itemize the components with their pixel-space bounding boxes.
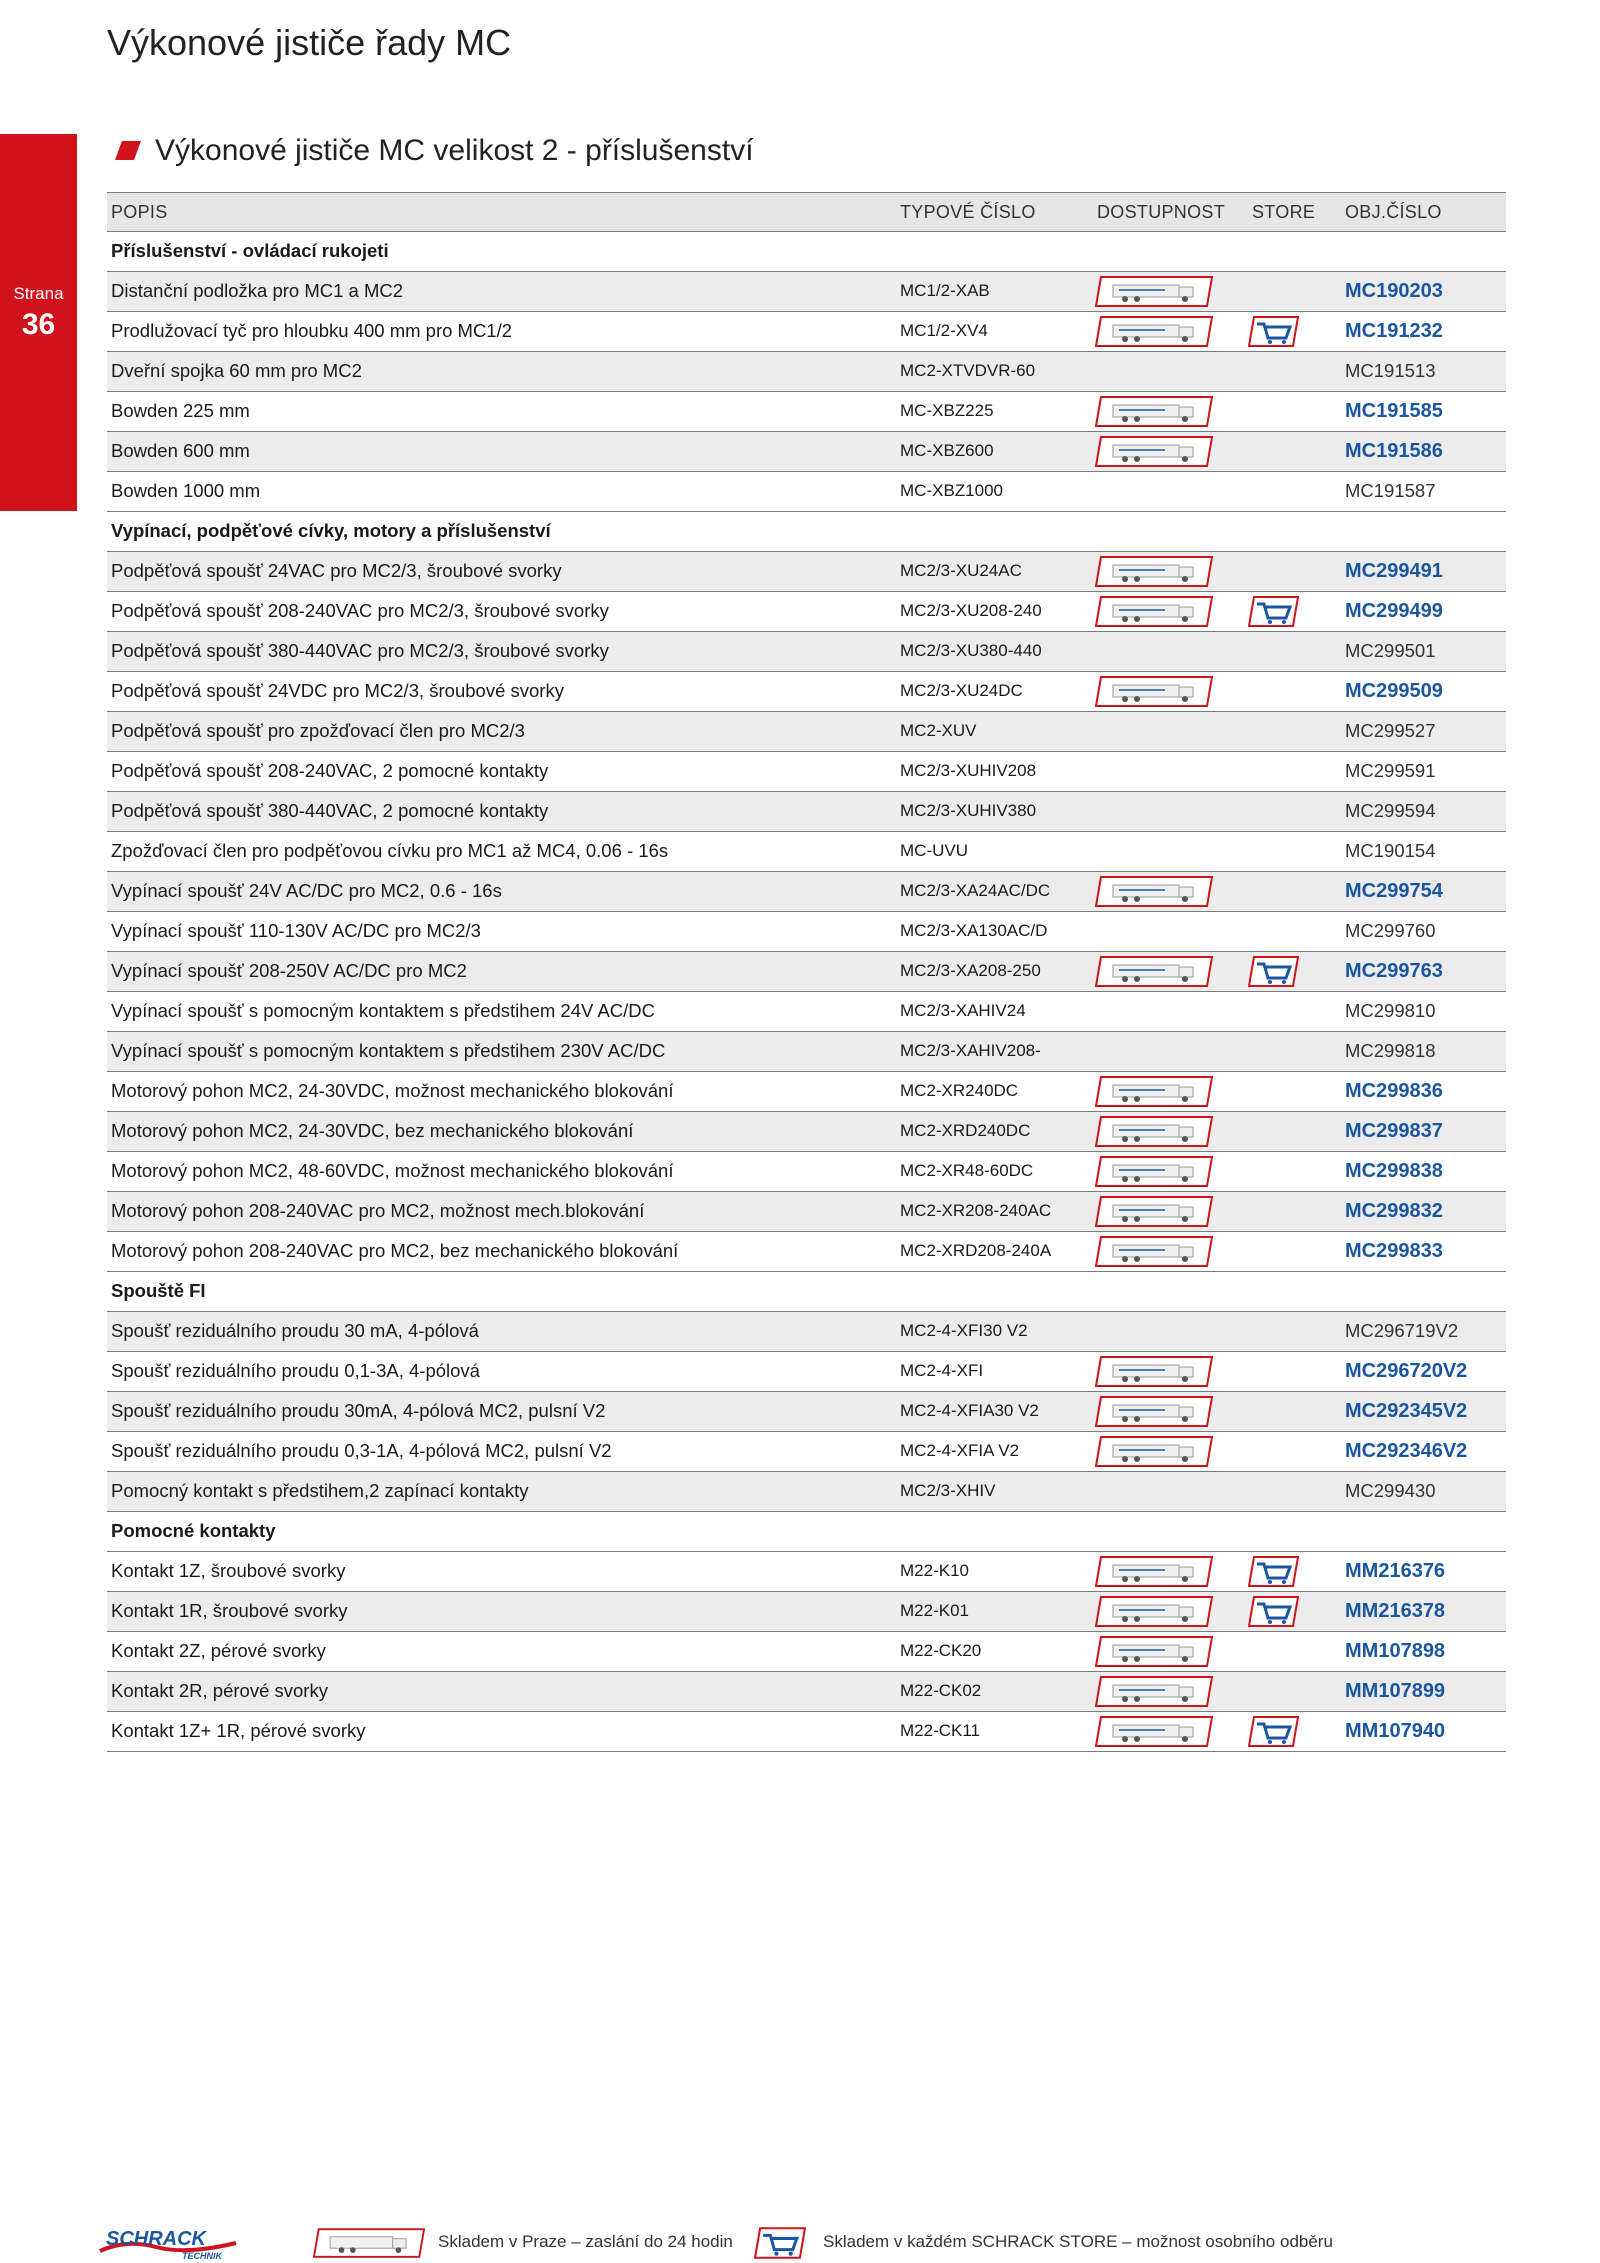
table-row: [107, 1392, 1506, 1432]
item-description: Motorový pohon 208-240VAC pro MC2, možnost mech.blokování: [111, 1200, 645, 1221]
truck-icon: [1095, 596, 1213, 627]
item-order-number: MC299430: [1345, 1480, 1436, 1501]
item-type-number: MC2-XR240DC: [900, 1081, 1019, 1100]
item-description: Bowden 600 mm: [111, 440, 250, 461]
table-row: [107, 912, 1506, 952]
truck-icon: [313, 2226, 425, 2260]
item-order-number: MC299527: [1345, 720, 1436, 741]
item-order-number[interactable]: MC292345V2: [1345, 1400, 1468, 1422]
header-store: STORE: [1252, 202, 1316, 222]
truck-icon: [1095, 276, 1213, 307]
item-type-number: MC1/2-XAB: [900, 281, 990, 300]
item-order-number: MC299760: [1345, 920, 1436, 941]
truck-icon: [1095, 1556, 1213, 1587]
cart-icon: [1248, 316, 1299, 347]
item-order-number[interactable]: MC299833: [1345, 1240, 1443, 1262]
truck-icon: [1095, 396, 1213, 427]
truck-icon: [1095, 436, 1213, 467]
logo-subtext: TECHNIK: [182, 2251, 222, 2261]
item-type-number: MC2/3-XA130AC/D: [900, 921, 1048, 940]
logo-text: SCHRACK: [106, 2228, 206, 2250]
item-order-number[interactable]: MC299837: [1345, 1120, 1443, 1142]
item-order-number: MC190154: [1345, 840, 1436, 861]
item-description: Spoušť reziduálního proudu 30mA, 4-pólová MC2, pulsní V2: [111, 1400, 606, 1421]
table-row: [107, 392, 1506, 432]
side-tab-label: Strana: [13, 284, 64, 303]
item-type-number: MC2-4-XFI30 V2: [900, 1321, 1028, 1340]
cart-icon: [1248, 596, 1299, 627]
product-table: [107, 192, 1506, 1752]
cart-icon: [1248, 956, 1299, 987]
item-type-number: MC-XBZ1000: [900, 481, 1003, 500]
item-description: Bowden 1000 mm: [111, 480, 261, 501]
table-row: [107, 1592, 1506, 1632]
category-row: [107, 232, 1506, 272]
item-description: Motorový pohon MC2, 48-60VDC, možnost mechanického blokování: [111, 1160, 674, 1181]
table-row: [107, 1352, 1506, 1392]
table-row: [107, 352, 1506, 392]
item-type-number: MC2-4-XFI: [900, 1361, 984, 1380]
item-order-number[interactable]: MC299509: [1345, 680, 1443, 702]
truck-icon: [1095, 1236, 1213, 1267]
item-description: Podpěťová spoušť 24VDC pro MC2/3, šroubové svorky: [111, 680, 564, 701]
cart-icon: [754, 2226, 806, 2260]
category-title: Vypínací, podpěťové cívky, motory a příslušenství: [111, 520, 551, 541]
item-type-number: MC2/3-XU380-440: [900, 641, 1042, 660]
item-description: Podpěťová spoušť 380-440VAC pro MC2/3, šroubové svorky: [111, 640, 609, 661]
item-order-number[interactable]: MM216376: [1345, 1560, 1446, 1582]
item-type-number: M22-CK11: [900, 1721, 980, 1740]
item-description: Dveřní spojka 60 mm pro MC2: [111, 360, 362, 381]
table-row: [107, 632, 1506, 672]
item-description: Kontakt 2R, pérové svorky: [111, 1680, 328, 1701]
truck-icon: [1095, 1636, 1213, 1667]
item-type-number: MC2/3-XUHIV208: [900, 761, 1037, 780]
truck-icon: [1095, 1716, 1213, 1747]
table-header: [107, 192, 1506, 232]
item-description: Motorový pohon MC2, 24-30VDC, možnost mechanického blokování: [111, 1080, 674, 1101]
item-type-number: MC2/3-XAHIV208-: [900, 1041, 1041, 1060]
item-type-number: MC2/3-XA208-250: [900, 961, 1041, 980]
item-description: Bowden 225 mm: [111, 400, 250, 421]
item-type-number: MC2-XUV: [900, 721, 977, 740]
item-description: Vypínací spoušť 110-130V AC/DC pro MC2/3: [111, 920, 481, 941]
table-row: [107, 832, 1506, 872]
section-title-text: Výkonové jističe MC velikost 2 - příslušenství: [155, 134, 754, 167]
item-description: Vypínací spoušť 208-250V AC/DC pro MC2: [111, 960, 467, 981]
cart-icon: [1248, 1716, 1299, 1747]
item-description: Zpožďovací člen pro podpěťovou cívku pro MC1 až MC4, 0.06 - 16s: [111, 840, 669, 861]
item-order-number[interactable]: MC191232: [1345, 320, 1443, 342]
table-row: [107, 472, 1506, 512]
truck-icon: [1095, 1396, 1213, 1427]
item-type-number: MC-XBZ225: [900, 401, 994, 420]
item-type-number: MC2-XR208-240AC: [900, 1201, 1052, 1220]
item-type-number: M22-CK20: [900, 1641, 982, 1660]
item-type-number: MC1/2-XV4: [900, 321, 988, 340]
item-order-number[interactable]: MC299491: [1345, 560, 1443, 582]
item-order-number: MC299818: [1345, 1040, 1436, 1061]
truck-icon: [1095, 1356, 1213, 1387]
schrack-logo: [96, 2225, 242, 2263]
table-row: [107, 1472, 1506, 1512]
section-title: [115, 134, 754, 168]
item-order-number[interactable]: MM216378: [1345, 1600, 1446, 1622]
table-row: [107, 712, 1506, 752]
item-description: Kontakt 1Z, šroubové svorky: [111, 1560, 346, 1581]
item-order-number[interactable]: MC299832: [1345, 1200, 1443, 1222]
table-row: [107, 1032, 1506, 1072]
item-description: Spoušť reziduálního proudu 0,1-3A, 4-pólová: [111, 1360, 480, 1381]
header-avail: DOSTUPNOST: [1097, 202, 1226, 222]
truck-icon: [1095, 1436, 1213, 1467]
truck-icon: [1095, 1676, 1213, 1707]
page-number: 36: [21, 308, 56, 341]
table-row: [107, 1432, 1506, 1472]
truck-icon: [1095, 1116, 1213, 1147]
item-description: Podpěťová spoušť 208-240VAC, 2 pomocné kontakty: [111, 760, 549, 781]
item-order-number[interactable]: MC191586: [1345, 440, 1443, 462]
item-order-number[interactable]: MC292346V2: [1345, 1440, 1468, 1462]
category-title: Spouště FI: [111, 1280, 206, 1301]
truck-icon: [1095, 876, 1213, 907]
item-type-number: MC2/3-XA24AC/DC: [900, 881, 1051, 900]
item-type-number: MC2/3-XU208-240: [900, 601, 1042, 620]
item-description: Podpěťová spoušť 380-440VAC, 2 pomocné kontakty: [111, 800, 549, 821]
page-title: Výkonové jističe řady MC: [107, 22, 512, 63]
table-row: [107, 1152, 1506, 1192]
item-description: Vypínací spoušť s pomocným kontaktem s předstihem 24V AC/DC: [111, 1000, 656, 1021]
item-description: Podpěťová spoušť 208-240VAC pro MC2/3, šroubové svorky: [111, 600, 609, 621]
item-order-number: MC299810: [1345, 1000, 1436, 1021]
table-body: [107, 232, 1506, 1752]
category-title: Pomocné kontakty: [111, 1520, 276, 1541]
item-order-number[interactable]: MM107898: [1345, 1640, 1446, 1662]
table-row: [107, 672, 1506, 712]
item-type-number: MC2-XR48-60DC: [900, 1161, 1034, 1180]
table-row: [107, 1712, 1506, 1752]
item-type-number: MC2-XRD240DC: [900, 1121, 1031, 1140]
truck-icon: [1095, 316, 1213, 347]
truck-icon: [1095, 1596, 1213, 1627]
item-order-number[interactable]: MC191585: [1345, 400, 1443, 422]
item-type-number: M22-CK02: [900, 1681, 982, 1700]
table-row: [107, 552, 1506, 592]
category-row: [107, 1512, 1506, 1552]
table-row: [107, 1672, 1506, 1712]
cart-icon: [1248, 1596, 1299, 1627]
table-row: [107, 432, 1506, 472]
table-row: [107, 1312, 1506, 1352]
header-type: TYPOVÉ ČÍSLO: [900, 202, 1036, 222]
table-row: [107, 1552, 1506, 1592]
item-type-number: MC2-XTVDVR-60: [900, 361, 1036, 380]
item-order-number: MC191513: [1345, 360, 1436, 381]
item-description: Prodlužovací tyč pro hloubku 400 mm pro MC1/2: [111, 320, 513, 341]
item-description: Kontakt 2Z, pérové svorky: [111, 1640, 326, 1661]
table-row: [107, 952, 1506, 992]
item-type-number: MC2-XRD208-240A: [900, 1241, 1052, 1260]
table-row: [107, 1112, 1506, 1152]
table-row: [107, 312, 1506, 352]
item-description: Kontakt 1R, šroubové svorky: [111, 1600, 348, 1621]
item-description: Podpěťová spoušť 24VAC pro MC2/3, šroubové svorky: [111, 560, 562, 581]
table-row: [107, 752, 1506, 792]
table-row: [107, 992, 1506, 1032]
item-type-number: MC2/3-XU24AC: [900, 561, 1022, 580]
item-order-number: MC299501: [1345, 640, 1436, 661]
truck-icon: [1095, 1156, 1213, 1187]
table-row: [107, 272, 1506, 312]
item-type-number: MC2/3-XAHIV24: [900, 1001, 1026, 1020]
item-type-number: MC-UVU: [900, 841, 968, 860]
cart-icon: [1248, 1556, 1299, 1587]
item-order-number: MC296719V2: [1345, 1320, 1459, 1341]
item-type-number: MC2/3-XU24DC: [900, 681, 1023, 700]
item-type-number: MC2/3-XUHIV380: [900, 801, 1037, 820]
item-description: Spoušť reziduálního proudu 0,3-1A, 4-pólová MC2, pulsní V2: [111, 1440, 612, 1461]
item-order-number: MC299594: [1345, 800, 1436, 821]
table-row: [107, 792, 1506, 832]
truck-icon: [1095, 956, 1213, 987]
item-type-number: MC2/3-XHIV: [900, 1481, 996, 1500]
item-type-number: M22-K10: [900, 1561, 969, 1580]
item-description: Spoušť reziduálního proudu 30 mA, 4-pólová: [111, 1320, 479, 1341]
item-order-number[interactable]: MC299754: [1345, 880, 1443, 902]
item-description: Motorový pohon 208-240VAC pro MC2, bez mechanického blokování: [111, 1240, 679, 1261]
category-title: Příslušenství - ovládací rukojeti: [111, 240, 389, 261]
category-row: [107, 512, 1506, 552]
side-tab: [0, 134, 77, 511]
item-type-number: M22-K01: [900, 1601, 969, 1620]
truck-icon: [1095, 556, 1213, 587]
truck-icon: [1095, 1196, 1213, 1227]
item-description: Motorový pohon MC2, 24-30VDC, bez mechanického blokování: [111, 1120, 634, 1141]
truck-icon: [1095, 1076, 1213, 1107]
item-type-number: MC2-4-XFIA V2: [900, 1441, 1020, 1460]
item-order-number[interactable]: MM107940: [1345, 1720, 1446, 1742]
item-description: Pomocný kontakt s předstihem,2 zapínací kontakty: [111, 1480, 529, 1501]
item-order-number[interactable]: MC299836: [1345, 1080, 1443, 1102]
item-type-number: MC2-4-XFIA30 V2: [900, 1401, 1039, 1420]
category-row: [107, 1272, 1506, 1312]
item-order-number[interactable]: MC190203: [1345, 280, 1443, 302]
item-description: Vypínací spoušť 24V AC/DC pro MC2, 0.6 - 16s: [111, 880, 502, 901]
footer-store-text: Skladem v každém SCHRACK STORE – možnost osobního odběru: [823, 2232, 1333, 2251]
item-description: Kontakt 1Z+ 1R, pérové svorky: [111, 1720, 366, 1741]
item-order-number[interactable]: MC296720V2: [1345, 1360, 1468, 1382]
item-order-number: MC191587: [1345, 480, 1436, 501]
item-order-number[interactable]: MC299763: [1345, 960, 1443, 982]
item-order-number[interactable]: MM107899: [1345, 1680, 1446, 1702]
item-description: Distanční podložka pro MC1 a MC2: [111, 280, 404, 301]
header-code: OBJ.ČÍSLO: [1345, 202, 1442, 222]
item-type-number: MC-XBZ600: [900, 441, 994, 460]
table-row: [107, 1192, 1506, 1232]
item-description: Vypínací spoušť s pomocným kontaktem s předstihem 230V AC/DC: [111, 1040, 666, 1061]
table-row: [107, 592, 1506, 632]
item-order-number[interactable]: MC299838: [1345, 1160, 1443, 1182]
footer-truck-text: Skladem v Praze – zaslání do 24 hodin: [438, 2232, 733, 2251]
table-row: [107, 1632, 1506, 1672]
table-row: [107, 1072, 1506, 1112]
item-description: Podpěťová spoušť pro zpožďovací člen pro MC2/3: [111, 720, 525, 741]
item-order-number: MC299591: [1345, 760, 1436, 781]
table-row: [107, 872, 1506, 912]
table-row: [107, 1232, 1506, 1272]
truck-icon: [1095, 676, 1213, 707]
header-desc: POPIS: [111, 202, 168, 222]
item-order-number[interactable]: MC299499: [1345, 600, 1443, 622]
